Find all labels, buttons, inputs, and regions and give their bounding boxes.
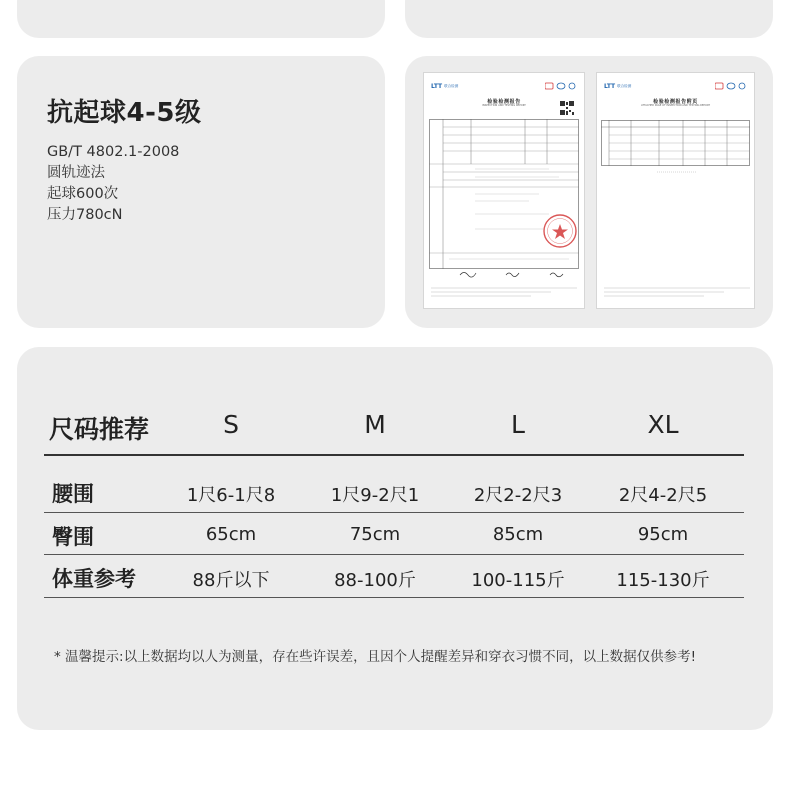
qr-code-icon <box>560 101 574 115</box>
size-table-title: 尺码推荐 <box>49 415 150 444</box>
row-label-hip: 臀围 <box>52 525 94 549</box>
top-right-card <box>405 0 773 38</box>
row-divider <box>44 554 744 555</box>
size-column-s: S <box>223 410 239 439</box>
signature-line <box>430 269 578 279</box>
test-report-attached-page <box>597 73 754 308</box>
table-cell: 65cm <box>205 524 257 545</box>
table-cell: 100-115斤 <box>471 570 565 591</box>
size-column-xl: XL <box>647 410 679 439</box>
report-logo: LTT <box>604 83 616 90</box>
table-cell: 85cm <box>492 524 544 545</box>
feature-spec-pressure: 压力780cN <box>47 207 123 223</box>
report-title: 检验检测报告 <box>487 99 521 105</box>
table-cell: 1尺6-1尺8 <box>186 485 276 506</box>
attached-results-table <box>601 120 750 166</box>
table-cell: 115-130斤 <box>616 570 710 591</box>
report-logo-subtitle: 联合检测 <box>444 84 459 88</box>
table-cell: 75cm <box>349 524 401 545</box>
test-report-page <box>424 73 584 308</box>
table-cell: 88斤以下 <box>192 570 270 591</box>
report-footer-text <box>604 285 750 301</box>
feature-spec-count: 起球600次 <box>47 186 119 202</box>
feature-spec-standard: GB/T 4802.1-2008 <box>47 144 180 160</box>
size-column-m: M <box>364 410 386 439</box>
feature-spec-list <box>47 142 179 226</box>
top-left-card <box>17 0 385 38</box>
feature-title: 抗起球4-5级 <box>47 98 202 128</box>
row-label-weight: 体重参考 <box>52 567 136 591</box>
certification-marks-icon <box>545 82 577 90</box>
report-subtitle: ATTACHED PAGE OF INSPECTION AND TESTING REPORT <box>640 104 711 107</box>
row-divider <box>44 512 744 513</box>
size-tip-note: * 温馨提示:以上数据均以人为测量，存在些许误差，且因个人提醒差异和穿衣习惯不同，以上数据仅供参考! <box>54 649 697 665</box>
row-divider <box>44 597 744 598</box>
report-logo-subtitle: 联合检测 <box>617 84 632 88</box>
feature-spec-method: 圆轨迹法 <box>47 165 105 181</box>
report-footer-text <box>431 285 577 301</box>
table-cell: 2尺2-2尺3 <box>473 485 563 506</box>
table-cell: 2尺4-2尺5 <box>618 485 708 506</box>
report-title: 检验检测报告附页 <box>653 99 698 105</box>
row-label-waist: 腰围 <box>52 482 94 506</box>
end-of-report-mark <box>657 169 697 175</box>
table-cell: 88-100斤 <box>334 570 416 591</box>
table-cell: 1尺9-2尺1 <box>330 485 420 506</box>
table-header-divider <box>44 454 744 456</box>
table-cell: 95cm <box>637 524 689 545</box>
size-column-l: L <box>511 410 525 439</box>
official-stamp-icon <box>542 213 578 249</box>
certification-marks-icon <box>715 82 747 90</box>
report-subtitle: INSPECTION AND TESTING REPORT <box>482 104 526 107</box>
report-logo: LTT <box>431 83 443 90</box>
